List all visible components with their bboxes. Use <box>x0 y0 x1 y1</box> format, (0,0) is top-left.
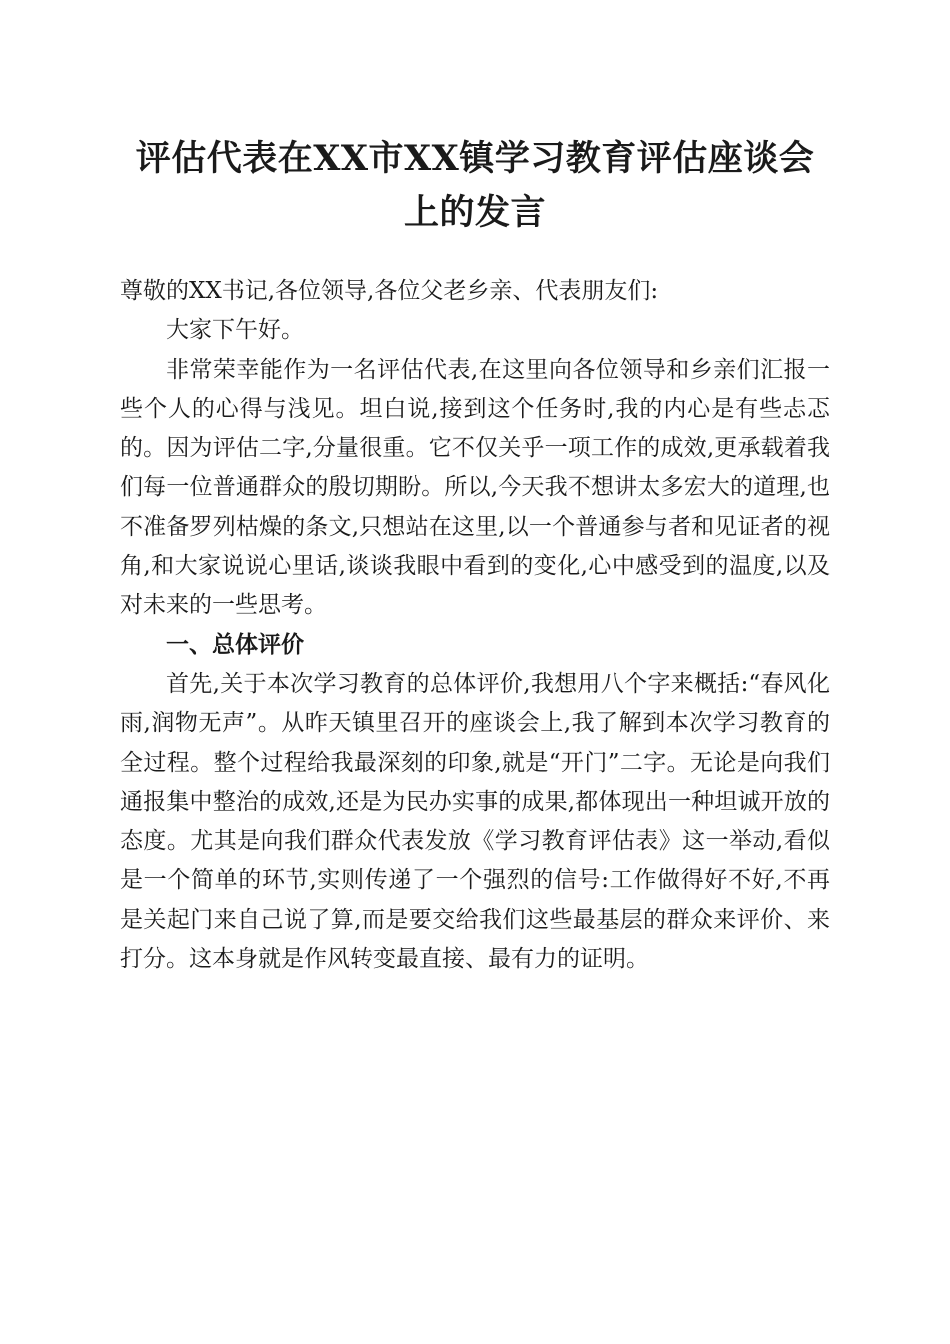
document-body <box>120 272 830 979</box>
document-title <box>110 132 840 240</box>
greeting: 大家下午好。 <box>166 317 304 344</box>
title-line-2: 上的发言 <box>403 192 546 233</box>
title-line-1: 评估代表在XX市XX镇学习教育评估座谈会 <box>135 138 815 179</box>
salutation: 尊敬的XX书记,各位领导,各位父老乡亲、代表朋友们: <box>120 278 659 304</box>
intro-paragraph: 非常荣幸能作为一名评估代表,在这里向各位领导和乡亲们汇报一些个人的心得与浅见。坦白说,接到这个任务时,我的内心是有些忐忑的。因为评估二字,分量很重。它不仅关乎一项工作的成效,更承载着我们每一位普通群众的殷切期盼。所以,今天我不想讲太多宏大的道理,也不准备罗列枯燥的条文,只想站在这里,以一个普通参与者和见证者的视角,和大家说说心里话,谈谈我眼中看到的变化,心中感受到的温度,以及对未来的一些思考。 <box>120 356 830 619</box>
section-paragraph: 首先,关于本次学习教育的总体评价,我想用八个字来概括:“春风化雨,润物无声”。从昨天镇里召开的座谈会上,我了解到本次学习教育的全过程。整个过程给我最深刻的印象,就是“开门”二字。无论是向我们通报集中整治的成效,还是为民办实事的成果,都体现出一种坦诚开放的态度。尤其是向我们群众代表发放《学习教育评估表》这一举动,看似是一个简单的环节,实则传递了一个强烈的信号:工作做得好不好,不再是关起门来自己说了算,而是要交给我们这些最基层的群众来评价、来打分。这本身就是作风转变最直接、最有力的证明。 <box>120 670 830 973</box>
section-heading-overall-evaluation: 一、总体评价 <box>166 631 304 658</box>
